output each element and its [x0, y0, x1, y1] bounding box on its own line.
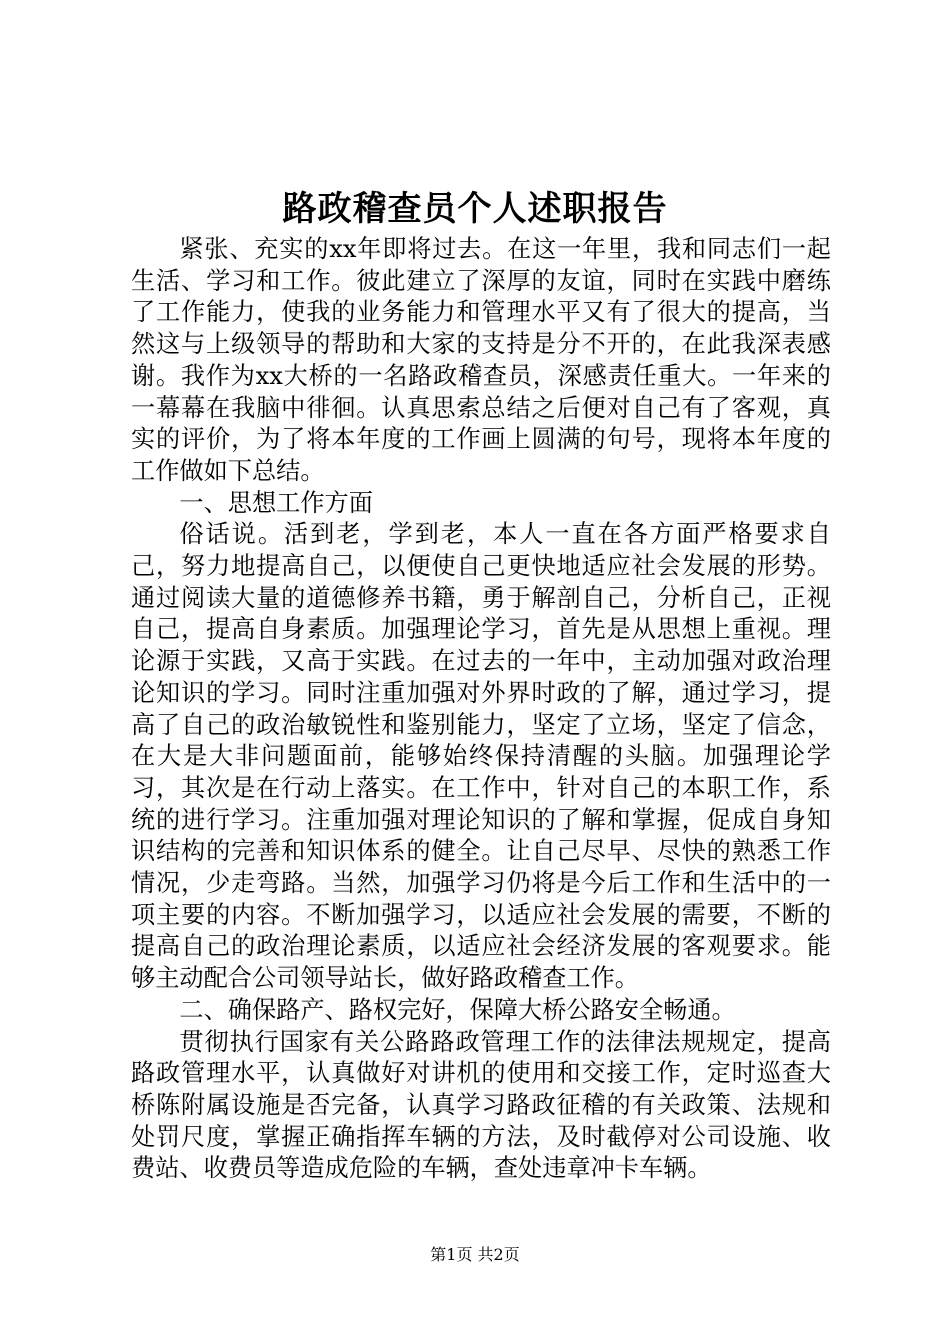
- section-2-paragraph: 贯彻执行国家有关公路路政管理工作的法律法规规定，提高路政管理水平，认真做好对讲机的使用和交接工作，定时巡查大桥陈附属设施是否完备，认真学习路政征稽的有关政策、法规和处罚尺度，掌握正确指挥车辆的方法，及时截停对公司设施、收费站、收费员等造成危险的车辆，查处违章冲卡车辆。: [131, 1027, 831, 1183]
- page-footer: 第1页 共2页: [430, 1245, 520, 1264]
- section-1-paragraph: 俗话说。活到老，学到老，本人一直在各方面严格要求自己，努力地提高自己，以便使自己更快地适应社会发展的形势。通过阅读大量的道德修养书籍，勇于解剖自己，分析自己，正视自己，提高自身素质。加强理论学习，首先是从思想上重视。理论源于实践，又高于实践。在过去的一年中，主动加强对政治理论知识的学习。同时注重加强对外界时政的了解，通过学习，提高了自己的政治敏锐性和鉴别能力，坚定了立场，坚定了信念，在大是大非问题面前，能够始终保持清醒的头脑。加强理论学习，其次是在行动上落实。在工作中，针对自己的本职工作，系统的进行学习。注重加强对理论知识的了解和掌握，促成自身知识结构的完善和知识体系的健全。让自己尽早、尽快的熟悉工作情况，少走弯路。当然，加强学习仍将是今后工作和生活中的一项主要的内容。不断加强学习，以适应社会发展的需要，不断的提高自己的政治理论素质，以适应社会经济发展的客观要求。能够主动配合公司领导站长，做好路政稽查工作。: [131, 520, 831, 993]
- intro-paragraph: 紧张、充实的xx年即将过去。在这一年里，我和同志们一起生活、学习和工作。彼此建立了深厚的友谊，同时在实践中磨练了工作能力，使我的业务能力和管理水平又有了很大的提高，当然这与上级领导的帮助和大家的支持是分不开的，在此我深表感谢。我作为xx大桥的一名路政稽查员，深感责任重大。一年来的一幕幕在我脑中徘徊。认真思索总结之后便对自己有了客观，真实的评价，为了将本年度的工作画上圆满的句号，现将本年度的工作做如下总结。: [131, 235, 831, 485]
- document-body: [131, 234, 831, 1185]
- document-title: 路政稽查员个人述职报告: [282, 189, 668, 229]
- section-heading-1: 一、思想工作方面: [179, 488, 373, 517]
- section-heading-2: 二、确保路产、路权完好，保障大桥公路安全畅通。: [179, 995, 736, 1024]
